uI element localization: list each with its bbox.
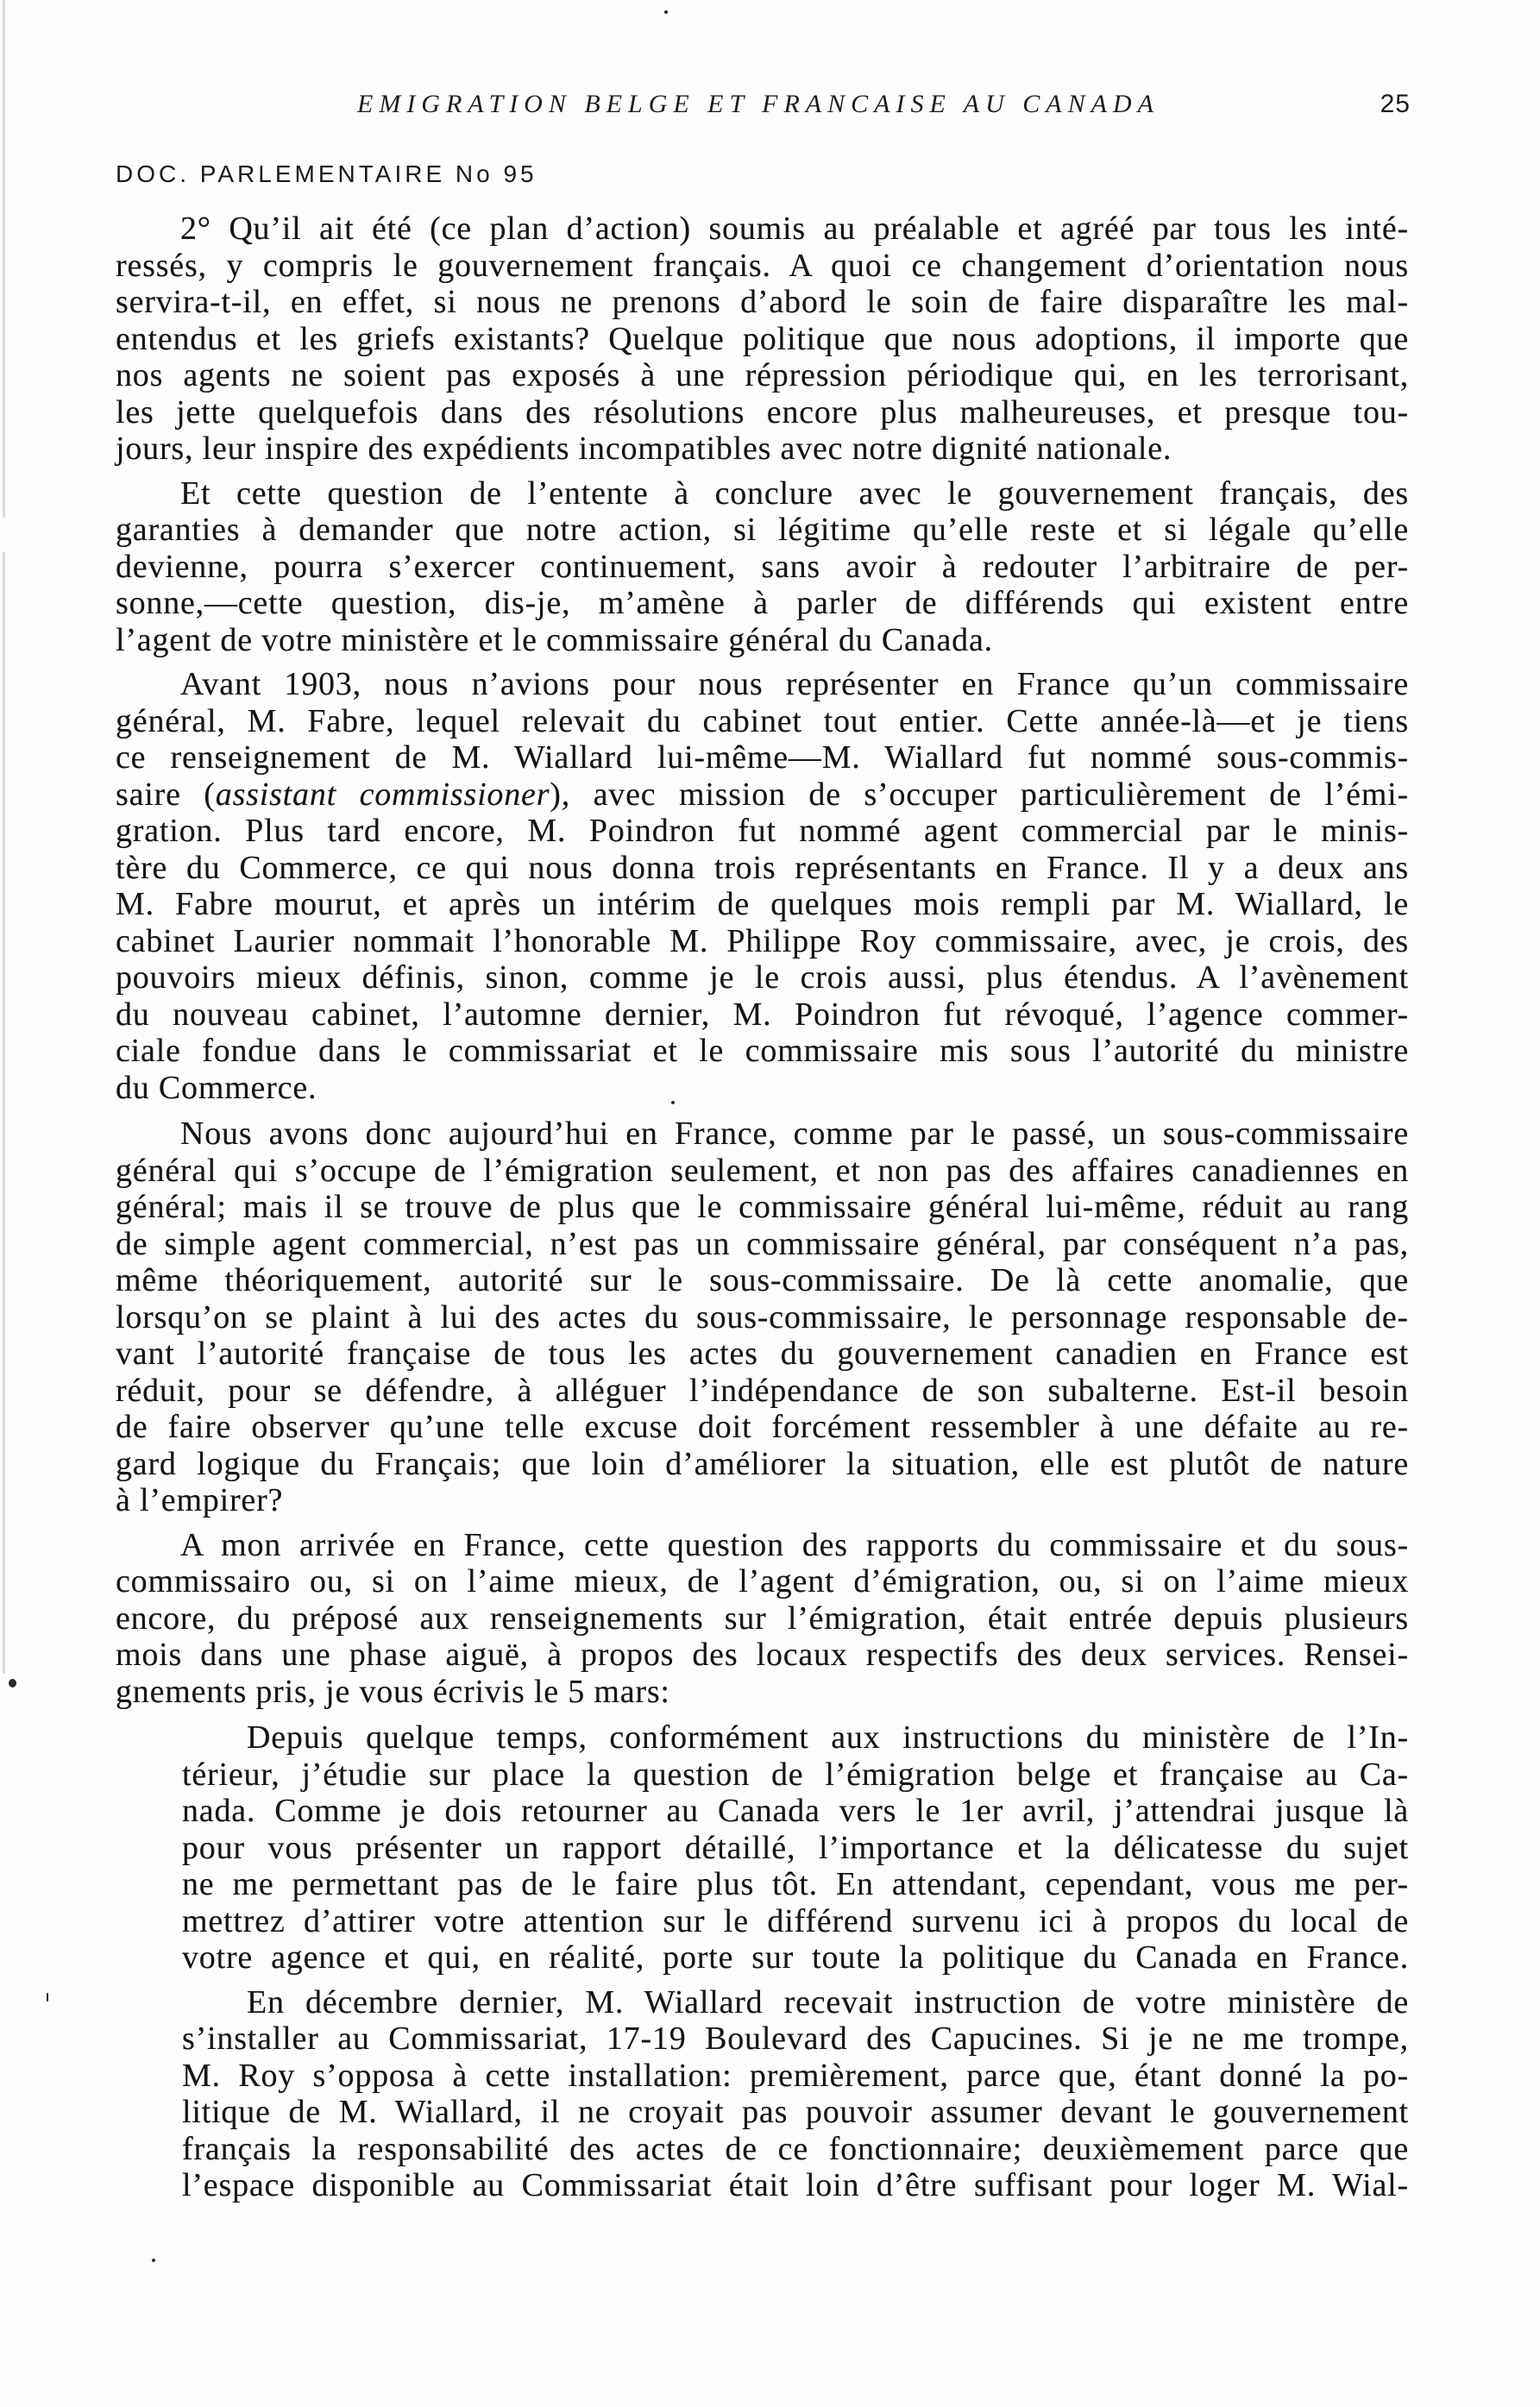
paragraph (116, 666, 1409, 1106)
text-line: ressés, y compris le gouvernement français. A quoi ce changement d’orientation nous (116, 247, 1409, 284)
scan-edge-line (3, 0, 5, 518)
text-line: A mon arrivée en France, cette question des rapports du commissaire et du sous- (180, 1526, 1409, 1563)
text-line (116, 776, 1409, 814)
text-line: Depuis quelque temps, conformément aux instructions du ministère de l’In- (247, 1719, 1409, 1756)
italic-term: assistant commissioner (215, 776, 550, 813)
text-line: s’installer au Commissariat, 17-19 Boulevard des Capucines. Si je ne me trompe, (182, 2020, 1409, 2057)
running-title: EMIGRATION BELGE ET FRANCAISE AU CANADA (357, 90, 1160, 118)
text-line: même théoriquement, autorité sur le sous-commissaire. De là cette anomalie, que (116, 1262, 1409, 1298)
text-line: 2° Qu’il ait été (ce plan d’action) soumis au préalable et agréé par tous les inté- (180, 211, 1409, 247)
text-line: à l’empirer? (116, 1482, 284, 1518)
text-line: Nous avons donc aujourd’hui en France, comme par le passé, un sous-commissaire (180, 1116, 1409, 1152)
scan-speck (664, 10, 668, 14)
page-number: 25 (1380, 90, 1411, 118)
paragraph (116, 1527, 1409, 1711)
paragraph (116, 211, 1409, 468)
text-line: général; mais il se trouve de plus que le commissaire général lui-même, réduit au rang (116, 1189, 1409, 1225)
text-line: nada. Comme je dois retourner au Canada vers le 1er avril, j’attendrai jusque là (182, 1793, 1409, 1829)
document-label: DOC. PARLEMENTAIRE No 95 (116, 160, 537, 187)
text-line: M. Fabre mourut, et après un intérim de quelques mois rempli par M. Wiallard, le (116, 886, 1409, 922)
text-line: du Commerce. (116, 1069, 317, 1106)
text-line: gnements pris, je vous écrivis le 5 mars: (116, 1673, 670, 1710)
text-line: devienne, pourra s’exercer continuement, sans avoir à redouter l’arbitraire de per- (116, 548, 1409, 585)
text-line: jours, leur inspire des expédients incompatibles avec notre dignité nationale. (116, 430, 1172, 467)
text-line: réduit, pour se défendre, à alléguer l’indépendance de son subalterne. Est-il besoin (116, 1372, 1409, 1409)
quoted-paragraph (182, 1719, 1409, 1977)
page-body (116, 211, 1409, 2204)
text-line: de simple agent commercial, n’est pas un commissaire général, par conséquent n’a pas, (116, 1225, 1409, 1262)
text-line: térieur, j’étudie sur place la question de l’émigration belge et française au Ca- (182, 1756, 1409, 1793)
text-line: ce renseignement de M. Wiallard lui-même—M. Wiallard fut nommé sous-commis- (116, 739, 1409, 776)
text-line: général qui s’occupe de l’émigration seulement, et non pas des affaires canadiennes en (116, 1152, 1409, 1189)
text-line: de faire observer qu’une telle excuse doit forcément ressembler à une défaite au re- (116, 1409, 1409, 1445)
text-line: lorsqu’on se plaint à lui des actes du sous-commissaire, le personnage responsable de- (116, 1298, 1409, 1335)
paragraph (116, 475, 1409, 659)
scan-speck (47, 1993, 48, 2002)
text-line: du nouveau cabinet, l’automne dernier, M. Poindron fut révoqué, l’agence commer- (116, 996, 1409, 1033)
text-line: Et cette question de l’entente à conclure avec le gouvernement français, des (180, 474, 1409, 512)
text-line: En décembre dernier, M. Wiallard recevait instruction de votre ministère de (247, 1983, 1409, 2020)
text-line: nos agents ne soient pas exposés à une répression périodique qui, en les terrorisant, (116, 357, 1409, 393)
text-line: pour vous présenter un rapport détaillé, l’importance et la délicatesse du sujet (182, 1829, 1409, 1866)
text-line: pouvoirs mieux définis, sinon, comme je le crois aussi, plus étendus. A l’avènement (116, 959, 1409, 996)
text-line: garanties à demander que notre action, si légitime qu’elle reste et si légale qu’elle (116, 512, 1409, 548)
text-line: cabinet Laurier nommait l’honorable M. Philippe Roy commissaire, avec, je crois, des (116, 922, 1409, 959)
text-line: encore, du préposé aux renseignements sur l’émigration, était entrée depuis plusieurs (116, 1599, 1409, 1637)
paragraph (116, 1116, 1409, 1519)
text-line: gard logique du Français; que loin d’améliorer la situation, elle est plutôt de nature (116, 1445, 1409, 1482)
text-line: gration. Plus tard encore, M. Poindron fut nommé agent commercial par le minis- (116, 813, 1409, 849)
text-line: entendus et les griefs existants? Quelque politique que nous adoptions, il importe que (116, 320, 1409, 357)
text-line: tère du Commerce, ce qui nous donna trois représentants en France. Il y a deux ans (116, 849, 1409, 886)
text-line: sonne,—cette question, dis-je, m’amène à parler de différends qui existent entre (116, 585, 1409, 621)
text-line: mois dans une phase aiguë, à propos des locaux respectifs des deux services. Rensei- (116, 1637, 1409, 1673)
quoted-paragraph (182, 1984, 1409, 2204)
text-line: commissairo ou, si on l’aime mieux, de l’agent d’émigration, ou, si on l’aime mieux (116, 1563, 1409, 1599)
text-line: mettrez d’attirer votre attention sur le différend survenu ici à propos du local de (182, 1902, 1409, 1939)
text-line: ne me permettant pas de le faire plus tôt. En attendant, cependant, vous me per- (182, 1866, 1409, 1902)
scan-edge-line (3, 552, 5, 1674)
text-line: M. Roy s’opposa à cette installation: premièrement, parce que, étant donné la po- (182, 2057, 1409, 2094)
text-line: Avant 1903, nous n’avions pour nous représenter en France qu’un commissaire (180, 666, 1409, 702)
text-line: ciale fondue dans le commissariat et le commissaire mis sous l’autorité du ministre (116, 1033, 1409, 1069)
text-line: les jette quelquefois dans des résolutions encore plus malheureuses, et presque tou- (116, 393, 1409, 430)
text-line: votre agence et qui, en réalité, porte sur toute la politique du Canada en France. (182, 1939, 1409, 1976)
text-segment: saire ( (116, 776, 216, 813)
scan-speck (152, 2259, 155, 2262)
text-line: français la responsabilité des actes de ce fonctionnaire; deuxièmement parce que (182, 2130, 1409, 2167)
text-line: servira-t-il, en effet, si nous ne prenons d’abord le soin de faire disparaître les mal- (116, 284, 1409, 320)
scan-speck (9, 1679, 16, 1687)
text-segment: ), avec mission de s’occuper particulièrement de l’émi- (550, 776, 1409, 813)
text-line: l’agent de votre ministère et le commissaire général du Canada. (116, 621, 993, 658)
text-line: litique de M. Wiallard, il ne croyait pas pouvoir assumer devant le gouvernement (182, 2094, 1409, 2130)
text-line: l’espace disponible au Commissariat était loin d’être suffisant pour loger M. Wial- (182, 2167, 1409, 2203)
text-line: général, M. Fabre, lequel relevait du cabinet tout entier. Cette année-là—et je tiens (116, 702, 1409, 739)
text-line: vant l’autorité française de tous les actes du gouvernement canadien en France est (116, 1335, 1409, 1372)
quoted-letter (182, 1719, 1409, 2204)
